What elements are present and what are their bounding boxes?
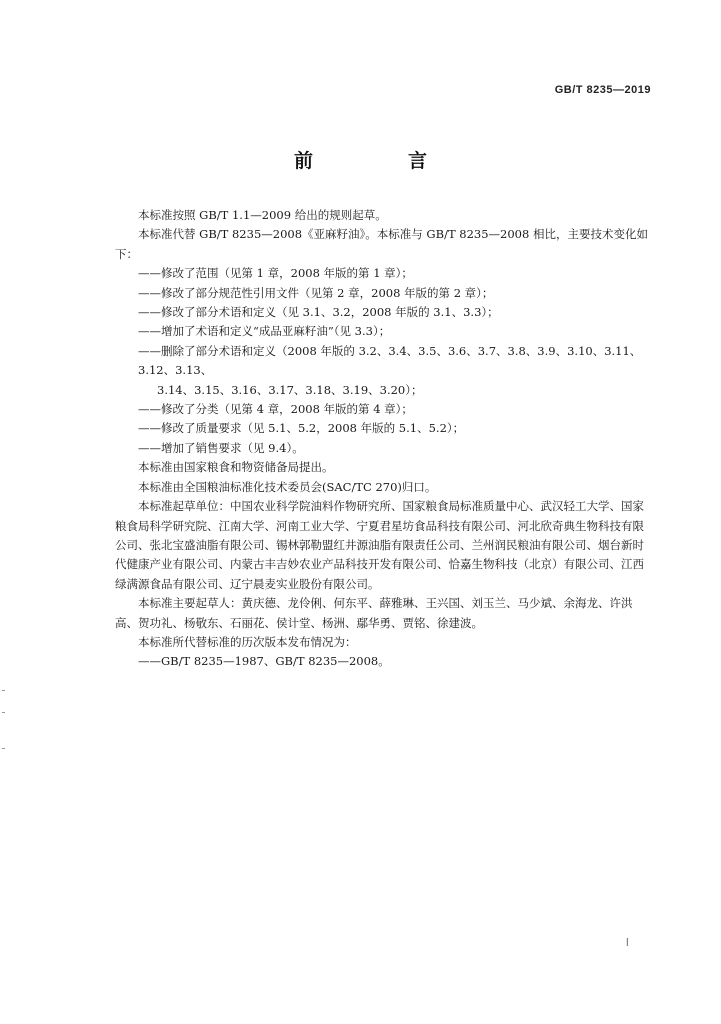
binding-mark — [2, 748, 5, 749]
paragraph-history-intro: 本标准所代替标准的历次版本发布情况为： — [138, 634, 357, 649]
paragraph-replaces: 本标准代替 GB/T 8235—2008《亚麻籽油》。本标准与 GB/T 8235—2008 相比，主要技术变化如下： — [115, 227, 648, 261]
change-item: ——修改了部分术语和定义（见 3.1、3.2，2008 年版的 3.1、3.3）； — [138, 305, 499, 320]
change-item: ——增加了销售要求（见 9.4）。 — [138, 440, 304, 455]
change-item-continuation: 3.14、3.15、3.16、3.17、3.18、3.19、3.20）； — [157, 382, 423, 397]
change-item: ——增加了术语和定义“成品亚麻籽油”（见 3.3）； — [138, 324, 391, 339]
binding-mark — [2, 712, 5, 713]
paragraph-history-versions: ——GB/T 8235—1987、GB/T 8235—2008。 — [138, 654, 390, 669]
paragraph-centralized-by: 本标准由全国粮油标准化技术委员会(SAC/TC 270)归口。 — [138, 479, 437, 494]
change-item: ——修改了质量要求（见 5.1、5.2，2008 年版的 5.1、5.2）； — [138, 421, 465, 436]
binding-mark — [2, 690, 5, 691]
paragraph-drafting-units: 本标准起草单位：中国农业科学院油料作物研究所、国家粮食局标准质量中心、武汉轻工大学、国家粮食局科学研究院、江南大学、河南工业大学、宁夏君星坊食品科技有限公司、河北欣奇典生物科技有限公司、张北宝盛油脂有限公司、锡林郭勒盟红井源油脂有限责任公司、兰州润民粮油有限公司、烟台新时代健康产业有限公司、内蒙古丰吉妙农业产品科技开发有限公司、恰嘉生物科技（北京）有限公司、江西绿满源食品有限公司、辽宁晨麦实业股份有限公司。 — [115, 499, 644, 591]
section-title: 前 言 — [293, 150, 465, 172]
paragraph-drafting-rules: 本标准按照 GB/T 1.1—2009 给出的规则起草。 — [138, 208, 387, 222]
change-item: ——删除了部分术语和定义（2008 年版的 3.2、3.4、3.5、3.6、3.7、3.8、3.9、3.10、3.11、3.12、3.13、 — [138, 343, 642, 378]
change-item: ——修改了分类（见第 4 章，2008 年版的第 4 章）； — [138, 402, 413, 417]
paragraph-drafters: 本标准主要起草人：黄庆德、龙伶俐、何东平、薛雅琳、王兴国、刘玉兰、马少斌、余海龙、许洪高、贺功礼、杨敬东、石丽花、侯计堂、杨洲、鄢华勇、贾铭、徐建波。 — [115, 596, 633, 630]
paragraph-proposed-by: 本标准由国家粮食和物资储备局提出。 — [138, 460, 334, 475]
page-number: Ⅰ — [625, 937, 629, 949]
body-text — [115, 206, 655, 672]
change-item: ——修改了部分规范性引用文件（见第 2 章，2008 年版的第 2 章）； — [138, 285, 494, 300]
standard-number: GB/T 8235—2019 — [554, 84, 651, 96]
change-item: ——修改了范围（见第 1 章，2008 年版的第 1 章）； — [138, 266, 413, 281]
